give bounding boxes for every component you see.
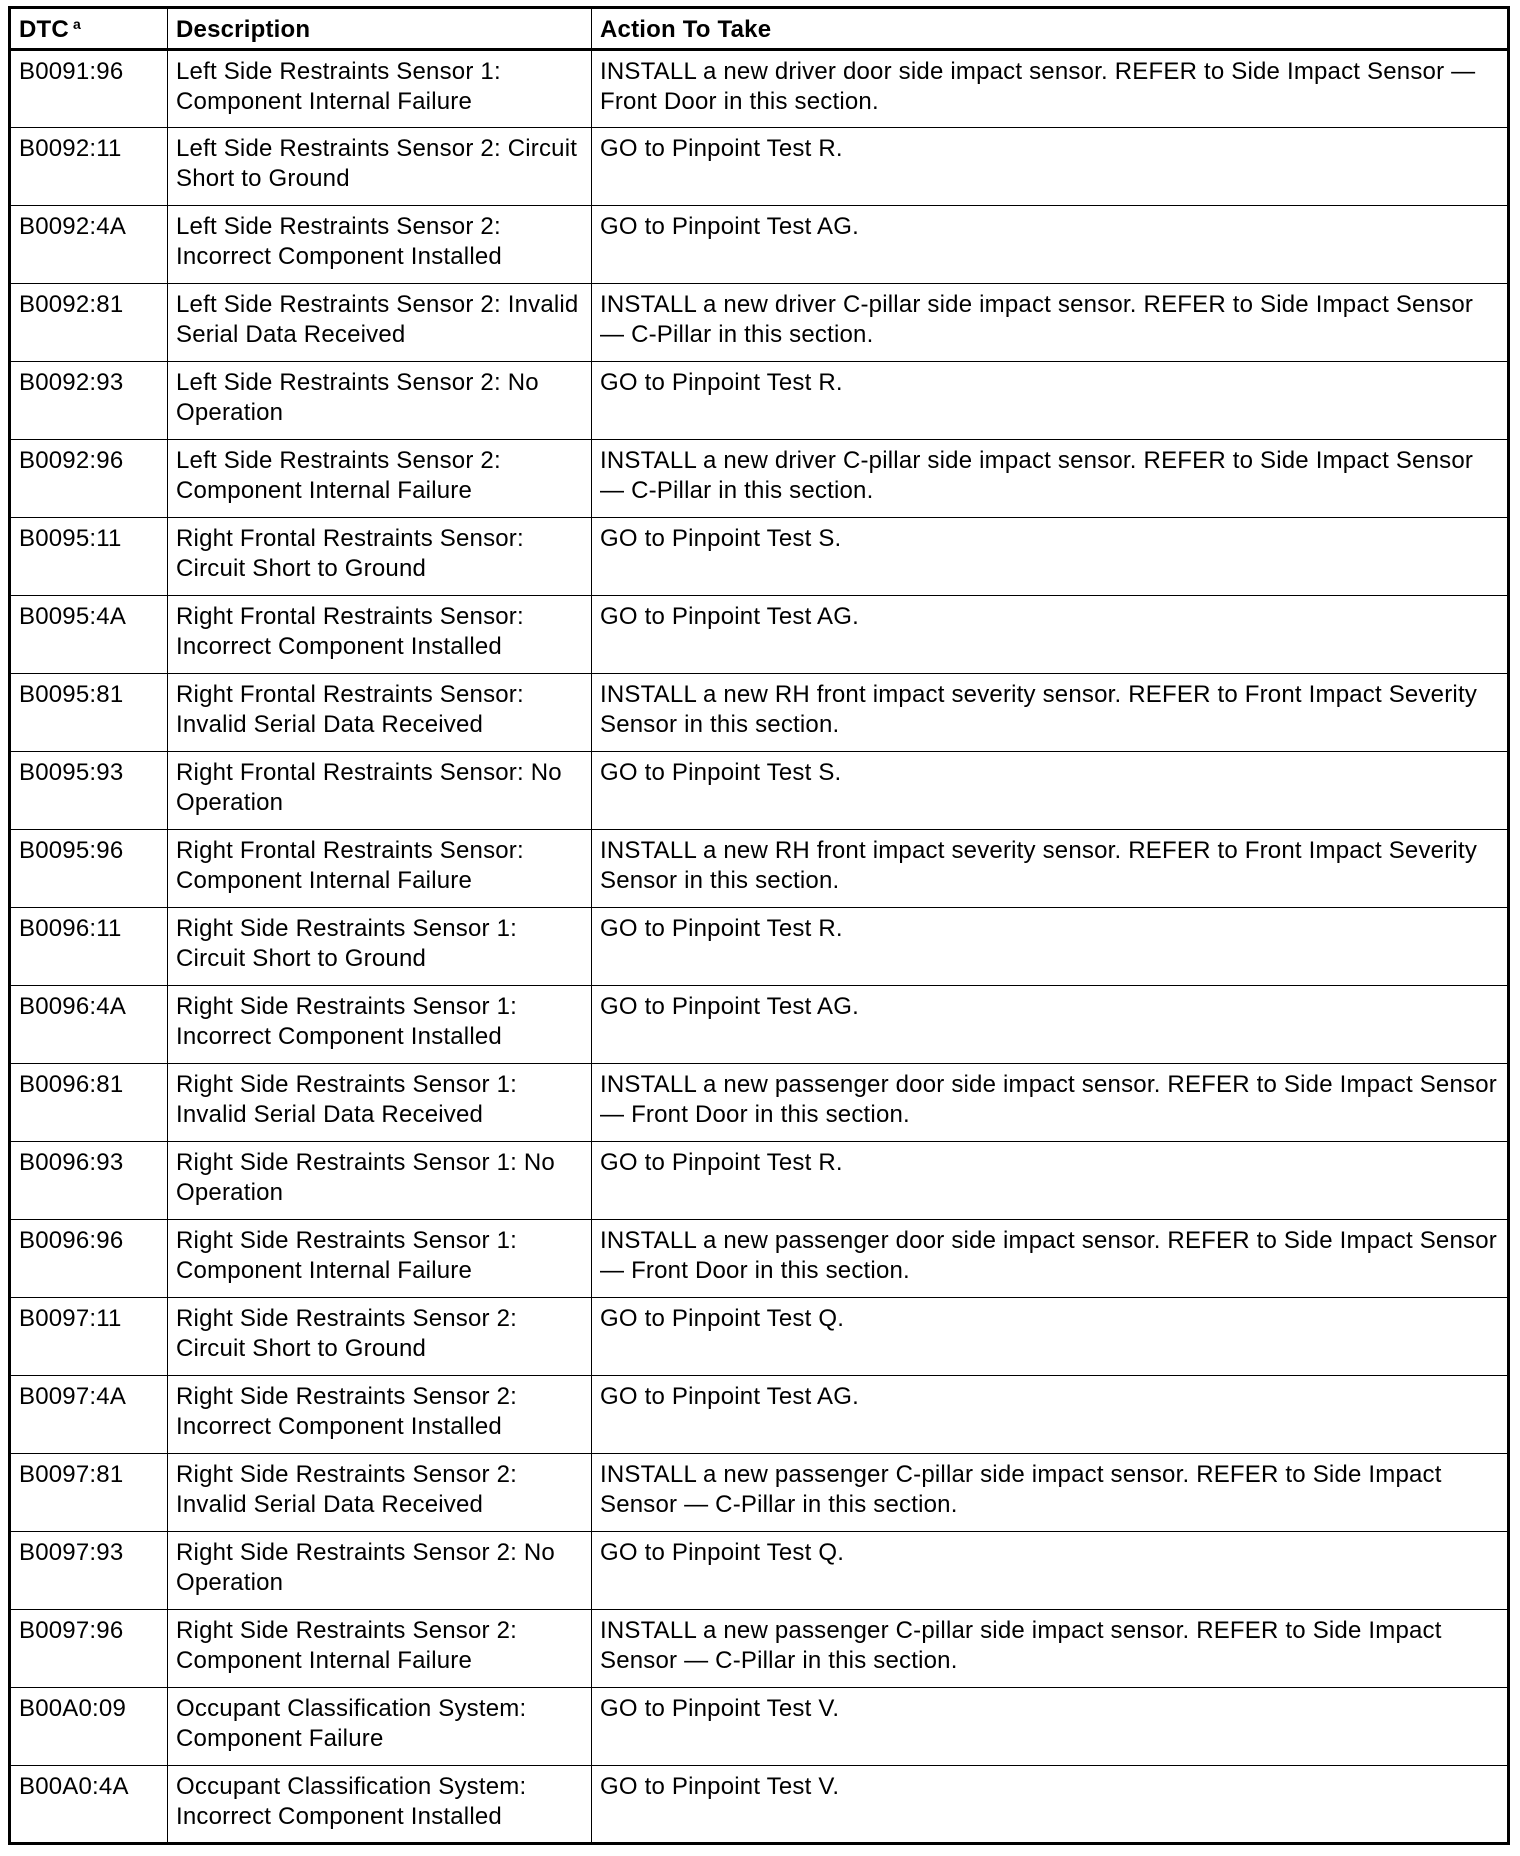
action-cell: GO to Pinpoint Test R.: [592, 1142, 1509, 1220]
dtc-cell: B00A0:4A: [10, 1766, 168, 1844]
table-row: [10, 128, 1509, 206]
table-header-row: [10, 8, 1509, 50]
dtc-cell: B0092:4A: [10, 206, 168, 284]
action-cell: GO to Pinpoint Test R.: [592, 128, 1509, 206]
table-row: [10, 596, 1509, 674]
dtc-cell: B0096:4A: [10, 986, 168, 1064]
dtc-cell: B0092:96: [10, 440, 168, 518]
action-cell: GO to Pinpoint Test S.: [592, 752, 1509, 830]
header-dtc-footnote: a: [72, 16, 81, 32]
table-row: [10, 1064, 1509, 1142]
table-row: [10, 1532, 1509, 1610]
description-cell: Left Side Restraints Sensor 2: Invalid Serial Data Received: [168, 284, 592, 362]
description-cell: Right Side Restraints Sensor 1: No Operation: [168, 1142, 592, 1220]
action-cell: INSTALL a new RH front impact severity sensor. REFER to Front Impact Severity Sensor in this section.: [592, 830, 1509, 908]
description-cell: Left Side Restraints Sensor 2: Component Internal Failure: [168, 440, 592, 518]
description-cell: Left Side Restraints Sensor 2: Incorrect Component Installed: [168, 206, 592, 284]
dtc-cell: B00A0:09: [10, 1688, 168, 1766]
table-row: [10, 206, 1509, 284]
header-dtc-label: DTC: [19, 16, 69, 43]
table-row: [10, 1688, 1509, 1766]
description-cell: Right Side Restraints Sensor 2: Invalid Serial Data Received: [168, 1454, 592, 1532]
action-cell: INSTALL a new passenger C-pillar side impact sensor. REFER to Side Impact Sensor — C-Pillar in this section.: [592, 1454, 1509, 1532]
table-row: [10, 1376, 1509, 1454]
table-row: [10, 518, 1509, 596]
description-cell: Right Side Restraints Sensor 1: Invalid Serial Data Received: [168, 1064, 592, 1142]
description-cell: Right Side Restraints Sensor 2: Circuit Short to Ground: [168, 1298, 592, 1376]
action-cell: INSTALL a new driver door side impact sensor. REFER to Side Impact Sensor — Front Door in this section.: [592, 50, 1509, 128]
table-row: [10, 674, 1509, 752]
dtc-cell: B0095:4A: [10, 596, 168, 674]
description-cell: Right Side Restraints Sensor 2: No Operation: [168, 1532, 592, 1610]
dtc-cell: B0097:4A: [10, 1376, 168, 1454]
header-description: Description: [168, 8, 592, 50]
table-row: [10, 1766, 1509, 1844]
description-cell: Right Side Restraints Sensor 2: Component Internal Failure: [168, 1610, 592, 1688]
table-row: [10, 830, 1509, 908]
action-cell: GO to Pinpoint Test AG.: [592, 596, 1509, 674]
action-cell: GO to Pinpoint Test R.: [592, 908, 1509, 986]
description-cell: Right Frontal Restraints Sensor: Invalid Serial Data Received: [168, 674, 592, 752]
description-cell: Right Frontal Restraints Sensor: Incorrect Component Installed: [168, 596, 592, 674]
description-cell: Left Side Restraints Sensor 2: Circuit Short to Ground: [168, 128, 592, 206]
action-cell: INSTALL a new RH front impact severity sensor. REFER to Front Impact Severity Sensor in this section.: [592, 674, 1509, 752]
description-cell: Right Frontal Restraints Sensor: Component Internal Failure: [168, 830, 592, 908]
action-cell: GO to Pinpoint Test V.: [592, 1688, 1509, 1766]
dtc-cell: B0095:96: [10, 830, 168, 908]
action-cell: GO to Pinpoint Test S.: [592, 518, 1509, 596]
description-cell: Occupant Classification System: Incorrect Component Installed: [168, 1766, 592, 1844]
table-row: [10, 284, 1509, 362]
table-row: [10, 986, 1509, 1064]
action-cell: GO to Pinpoint Test AG.: [592, 986, 1509, 1064]
table-row: [10, 440, 1509, 518]
table-body: [10, 50, 1509, 1844]
table-row: [10, 50, 1509, 128]
action-cell: INSTALL a new driver C-pillar side impact sensor. REFER to Side Impact Sensor — C-Pillar in this section.: [592, 440, 1509, 518]
dtc-cell: B0095:93: [10, 752, 168, 830]
action-cell: INSTALL a new driver C-pillar side impact sensor. REFER to Side Impact Sensor — C-Pillar in this section.: [592, 284, 1509, 362]
dtc-cell: B0096:93: [10, 1142, 168, 1220]
dtc-cell: B0096:11: [10, 908, 168, 986]
table-row: [10, 362, 1509, 440]
action-cell: INSTALL a new passenger C-pillar side impact sensor. REFER to Side Impact Sensor — C-Pillar in this section.: [592, 1610, 1509, 1688]
table-row: [10, 752, 1509, 830]
dtc-cell: B0096:81: [10, 1064, 168, 1142]
table-row: [10, 1454, 1509, 1532]
table-row: [10, 1298, 1509, 1376]
action-cell: GO to Pinpoint Test AG.: [592, 206, 1509, 284]
dtc-cell: B0092:93: [10, 362, 168, 440]
table-row: [10, 1220, 1509, 1298]
dtc-cell: B0095:11: [10, 518, 168, 596]
dtc-cell: B0095:81: [10, 674, 168, 752]
table-row: [10, 908, 1509, 986]
dtc-cell: B0096:96: [10, 1220, 168, 1298]
description-cell: Left Side Restraints Sensor 2: No Operation: [168, 362, 592, 440]
action-cell: INSTALL a new passenger door side impact sensor. REFER to Side Impact Sensor — Front Door in this section.: [592, 1064, 1509, 1142]
description-cell: Right Side Restraints Sensor 1: Component Internal Failure: [168, 1220, 592, 1298]
action-cell: INSTALL a new passenger door side impact sensor. REFER to Side Impact Sensor — Front Door in this section.: [592, 1220, 1509, 1298]
table-row: [10, 1610, 1509, 1688]
description-cell: Right Side Restraints Sensor 1: Incorrect Component Installed: [168, 986, 592, 1064]
action-cell: GO to Pinpoint Test Q.: [592, 1532, 1509, 1610]
header-dtc: [10, 8, 168, 50]
dtc-cell: B0092:81: [10, 284, 168, 362]
dtc-cell: B0097:11: [10, 1298, 168, 1376]
action-cell: GO to Pinpoint Test V.: [592, 1766, 1509, 1844]
dtc-cell: B0092:11: [10, 128, 168, 206]
description-cell: Right Frontal Restraints Sensor: Circuit Short to Ground: [168, 518, 592, 596]
dtc-cell: B0097:81: [10, 1454, 168, 1532]
table-row: [10, 1142, 1509, 1220]
action-cell: GO to Pinpoint Test R.: [592, 362, 1509, 440]
dtc-table: [8, 6, 1510, 1845]
description-cell: Right Side Restraints Sensor 1: Circuit Short to Ground: [168, 908, 592, 986]
description-cell: Right Side Restraints Sensor 2: Incorrect Component Installed: [168, 1376, 592, 1454]
description-cell: Left Side Restraints Sensor 1: Component Internal Failure: [168, 50, 592, 128]
description-cell: Occupant Classification System: Component Failure: [168, 1688, 592, 1766]
dtc-cell: B0097:93: [10, 1532, 168, 1610]
dtc-cell: B0097:96: [10, 1610, 168, 1688]
header-action: Action To Take: [592, 8, 1509, 50]
dtc-table-container: [8, 6, 1510, 1845]
dtc-cell: B0091:96: [10, 50, 168, 128]
action-cell: GO to Pinpoint Test Q.: [592, 1298, 1509, 1376]
description-cell: Right Frontal Restraints Sensor: No Operation: [168, 752, 592, 830]
action-cell: GO to Pinpoint Test AG.: [592, 1376, 1509, 1454]
